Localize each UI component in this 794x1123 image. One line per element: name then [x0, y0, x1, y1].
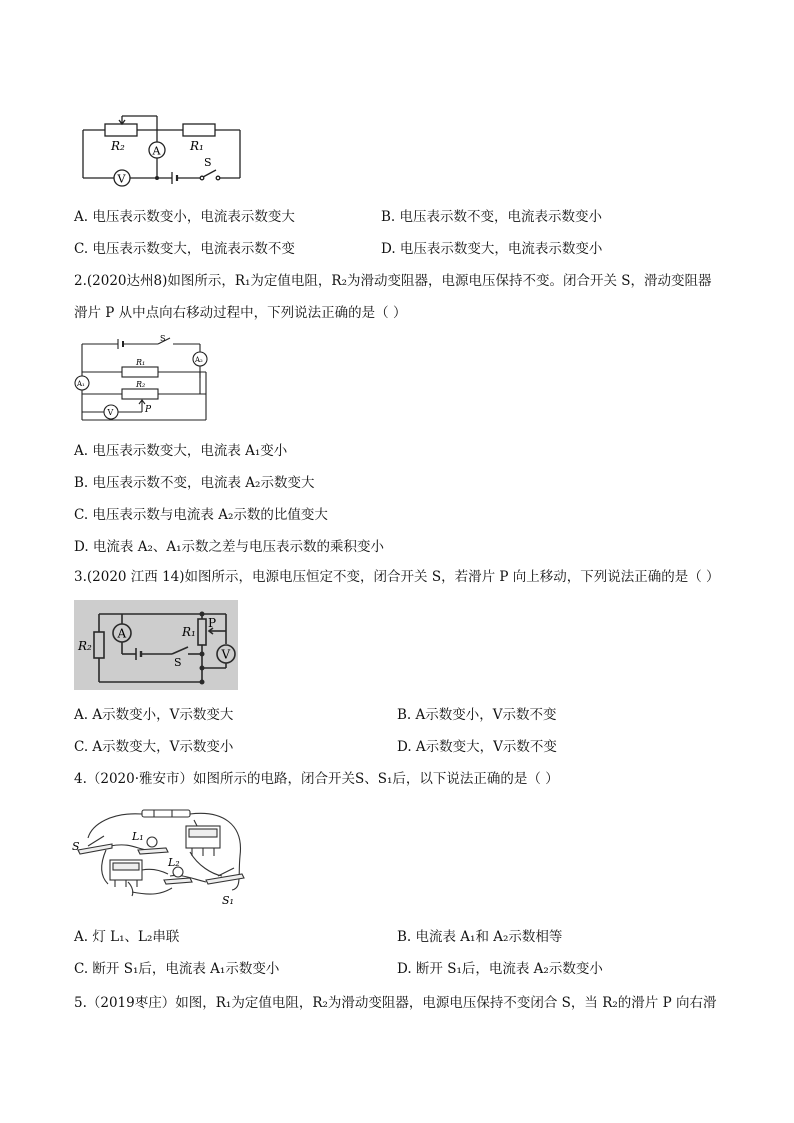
q3-label-r1: R₁	[182, 625, 196, 639]
q2-stem-line2: 滑片 P 从中点向右移动过程中，下列说法正确的是（ ）	[74, 305, 407, 321]
q1-label-ammeter: A	[152, 144, 161, 158]
q1-label-switch: S	[204, 156, 212, 169]
q4-label-s1: S₁	[222, 894, 234, 907]
q2-label-a1: A₁	[77, 380, 85, 388]
q4-label-l2: L₂	[168, 856, 180, 869]
q1-option-c: C. 电压表示数变大，电流表示数不变	[74, 241, 295, 257]
q2-option-d: D. 电流表 A₂、A₁示数之差与电压表示数的乘积变小	[74, 539, 385, 555]
q4-option-a: A. 灯 L₁、L₂串联	[74, 929, 180, 945]
q3-label-r2: R₂	[78, 639, 92, 653]
q3-label-a: A	[117, 626, 127, 641]
q4-label-l1: L₁	[132, 830, 144, 843]
q3-option-a: A. A示数变小，V示数变大	[74, 707, 234, 723]
q4-physical-circuit-drawing	[72, 804, 250, 908]
q2-label-a2: A₂	[195, 356, 203, 364]
q2-label-v: V	[107, 408, 114, 417]
q1-option-d: D. 电压表示数变大，电流表示数变小	[381, 241, 603, 257]
q4-label-s: S	[72, 840, 80, 853]
q4-stem: 4.（2020·雅安市）如图所示的电路，闭合开关S、S₁后，以下说法正确的是（ ）	[74, 771, 559, 787]
q4-option-c: C. 断开 S₁后，电流表 A₁示数变小	[74, 961, 280, 977]
q1-option-a: A. 电压表示数变小，电流表示数变大	[74, 209, 295, 225]
q3-label-p: P	[208, 616, 217, 630]
q2-option-b: B. 电压表示数不变，电流表 A₂示数变大	[74, 475, 315, 491]
q3-circuit-photo	[74, 600, 238, 690]
q2-option-c: C. 电压表示数与电流表 A₂示数的比值变大	[74, 507, 328, 523]
q3-option-b: B. A示数变小，V示数不变	[397, 707, 557, 723]
q2-label-r1: R₁	[136, 358, 146, 367]
q3-option-c: C. A示数变大，V示数变小	[74, 739, 234, 755]
q5-stem: 5.（2019枣庄）如图，R₁为定值电阻，R₂为滑动变阻器，电源电压保持不变闭合 S，当 R₂的滑片 P 向右滑	[74, 995, 717, 1011]
q3-stem: 3.(2020 江西 14)如图所示，电源电压恒定不变，闭合开关 S，若滑片 P 向上移动，下列说法正确的是（ ）	[74, 569, 720, 585]
q4-option-b: B. 电流表 A₁和 A₂示数相等	[397, 929, 563, 945]
q3-label-v: V	[221, 647, 231, 662]
q1-circuit-diagram	[78, 102, 248, 192]
q4-option-d: D. 断开 S₁后，电流表 A₂示数变小	[397, 961, 603, 977]
q3-label-s: S	[174, 656, 182, 669]
q2-label-switch: S	[160, 334, 166, 343]
q3-option-d: D. A示数变大，V示数不变	[397, 739, 557, 755]
q2-option-a: A. 电压表示数变大，电流表 A₁变小	[74, 443, 288, 459]
q2-stem-line1: 2.(2020达州8)如图所示，R₁为定值电阻，R₂为滑动变阻器，电源电压保持不变。闭合开关 S，滑动变阻器	[74, 273, 712, 289]
q1-label-r1: R₁	[190, 139, 204, 153]
q2-circuit-diagram	[72, 336, 214, 428]
q2-label-r2: R₂	[136, 380, 146, 389]
q1-label-voltmeter: V	[117, 172, 126, 186]
q1-label-r2: R₂	[111, 139, 125, 153]
q1-option-b: B. 电压表示数不变，电流表示数变小	[381, 209, 603, 225]
q2-label-p: P	[145, 405, 152, 415]
